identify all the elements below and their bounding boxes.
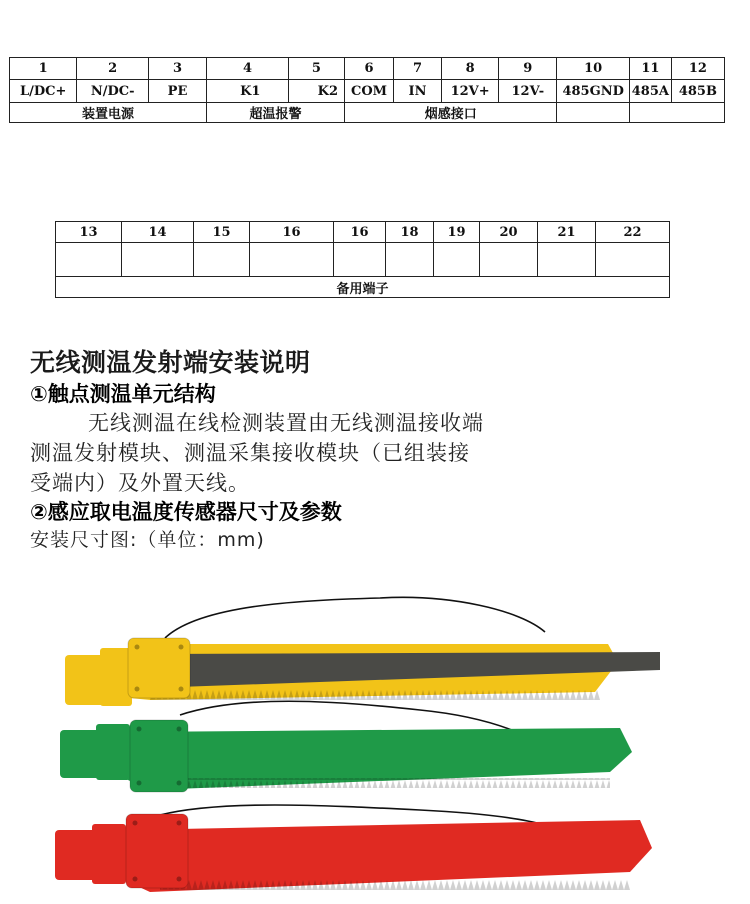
terminal-number: 16 bbox=[334, 222, 386, 243]
terminal-blank-cell bbox=[250, 243, 334, 277]
terminal-label: L/DC+ bbox=[10, 80, 77, 103]
terminal-number: 6 bbox=[345, 58, 394, 80]
yellow-strap bbox=[65, 638, 660, 706]
terminal-number: 5 bbox=[288, 58, 344, 80]
group-power: 装置电源 bbox=[10, 103, 207, 123]
terminal-number: 21 bbox=[538, 222, 596, 243]
terminal-blank-cell bbox=[434, 243, 480, 277]
terminal-number: 12 bbox=[671, 58, 724, 80]
terminal-group-row bbox=[56, 277, 670, 298]
antenna-wire bbox=[160, 805, 545, 825]
terminal-label: N/DC- bbox=[77, 80, 149, 103]
section-1-line-1-text: 无线测温在线检测装置由无线测温接收端 bbox=[88, 411, 484, 435]
terminal-blank-cell bbox=[596, 243, 670, 277]
section-1-line-2: 测温发射模块、测温采集接收模块（已组装接 bbox=[30, 441, 470, 465]
section-1-title: ①触点测温单元结构 bbox=[30, 382, 216, 406]
terminal-number: 10 bbox=[557, 58, 630, 80]
terminal-blank-cell bbox=[194, 243, 250, 277]
terminal-label: K1 bbox=[207, 80, 289, 103]
terminal-label: 485A bbox=[629, 80, 671, 103]
terminal-label: K2 bbox=[288, 80, 344, 103]
installation-notes bbox=[30, 346, 730, 554]
strap-teeth bbox=[160, 880, 630, 890]
terminal-label: 12V- bbox=[499, 80, 557, 103]
terminal-label: IN bbox=[394, 80, 442, 103]
terminal-number: 13 bbox=[56, 222, 122, 243]
strap-teeth bbox=[160, 778, 610, 788]
terminal-number: 4 bbox=[207, 58, 289, 80]
strap-buckle bbox=[65, 655, 105, 705]
section-1-line-1 bbox=[30, 408, 730, 438]
doc-title: 无线测温发射端安装说明 bbox=[30, 348, 311, 377]
terminal-number: 9 bbox=[499, 58, 557, 80]
terminal-number: 15 bbox=[194, 222, 250, 243]
terminal-label-row bbox=[10, 80, 725, 103]
strap-buckle bbox=[55, 830, 97, 880]
terminal-group-row bbox=[10, 103, 725, 123]
terminal-label: 485B bbox=[671, 80, 724, 103]
terminal-blank-cell bbox=[538, 243, 596, 277]
terminal-number: 8 bbox=[442, 58, 499, 80]
terminal-label: 12V+ bbox=[442, 80, 499, 103]
group-spare-terminals: 备用端子 bbox=[56, 277, 670, 298]
green-strap bbox=[60, 720, 632, 792]
terminal-number: 11 bbox=[629, 58, 671, 80]
group-blank bbox=[629, 103, 724, 123]
terminal-label: COM bbox=[345, 80, 394, 103]
strap-teeth bbox=[150, 690, 600, 700]
terminal-number-row bbox=[56, 222, 670, 243]
terminal-number: 20 bbox=[480, 222, 538, 243]
terminal-number: 3 bbox=[148, 58, 206, 80]
strap-buckle-clip bbox=[96, 724, 130, 780]
terminal-table-spare bbox=[55, 221, 670, 298]
terminal-blank-cell bbox=[122, 243, 194, 277]
terminal-number: 7 bbox=[394, 58, 442, 80]
terminal-blank-cell bbox=[480, 243, 538, 277]
sensor-strap-photo bbox=[0, 580, 750, 904]
group-smoke-interface: 烟感接口 bbox=[345, 103, 557, 123]
red-strap bbox=[55, 814, 652, 892]
terminal-number: 22 bbox=[596, 222, 670, 243]
group-overtemp-alarm: 超温报警 bbox=[207, 103, 345, 123]
section-1-line-3: 受端内）及外置天线。 bbox=[30, 471, 250, 495]
terminal-blank-cell bbox=[386, 243, 434, 277]
terminal-number: 14 bbox=[122, 222, 194, 243]
terminal-number: 1 bbox=[10, 58, 77, 80]
strap-buckle bbox=[60, 730, 102, 778]
terminal-blank-cell bbox=[56, 243, 122, 277]
terminal-label: 485GND bbox=[557, 80, 630, 103]
terminal-number-row bbox=[10, 58, 725, 80]
terminal-number: 19 bbox=[434, 222, 480, 243]
terminal-number: 2 bbox=[77, 58, 149, 80]
terminal-blank-row bbox=[56, 243, 670, 277]
terminal-table-main bbox=[9, 57, 725, 123]
terminal-number: 16 bbox=[250, 222, 334, 243]
terminal-number: 18 bbox=[386, 222, 434, 243]
terminal-blank-cell bbox=[334, 243, 386, 277]
strap-buckle-clip bbox=[92, 824, 126, 884]
strap-buckle-clip bbox=[100, 648, 132, 706]
antenna-wire bbox=[165, 597, 545, 638]
group-blank bbox=[557, 103, 630, 123]
terminal-label: PE bbox=[148, 80, 206, 103]
section-2-text: 安装尺寸图:（单位：mm) bbox=[30, 529, 265, 551]
section-2-title: ②感应取电温度传感器尺寸及参数 bbox=[30, 500, 342, 524]
